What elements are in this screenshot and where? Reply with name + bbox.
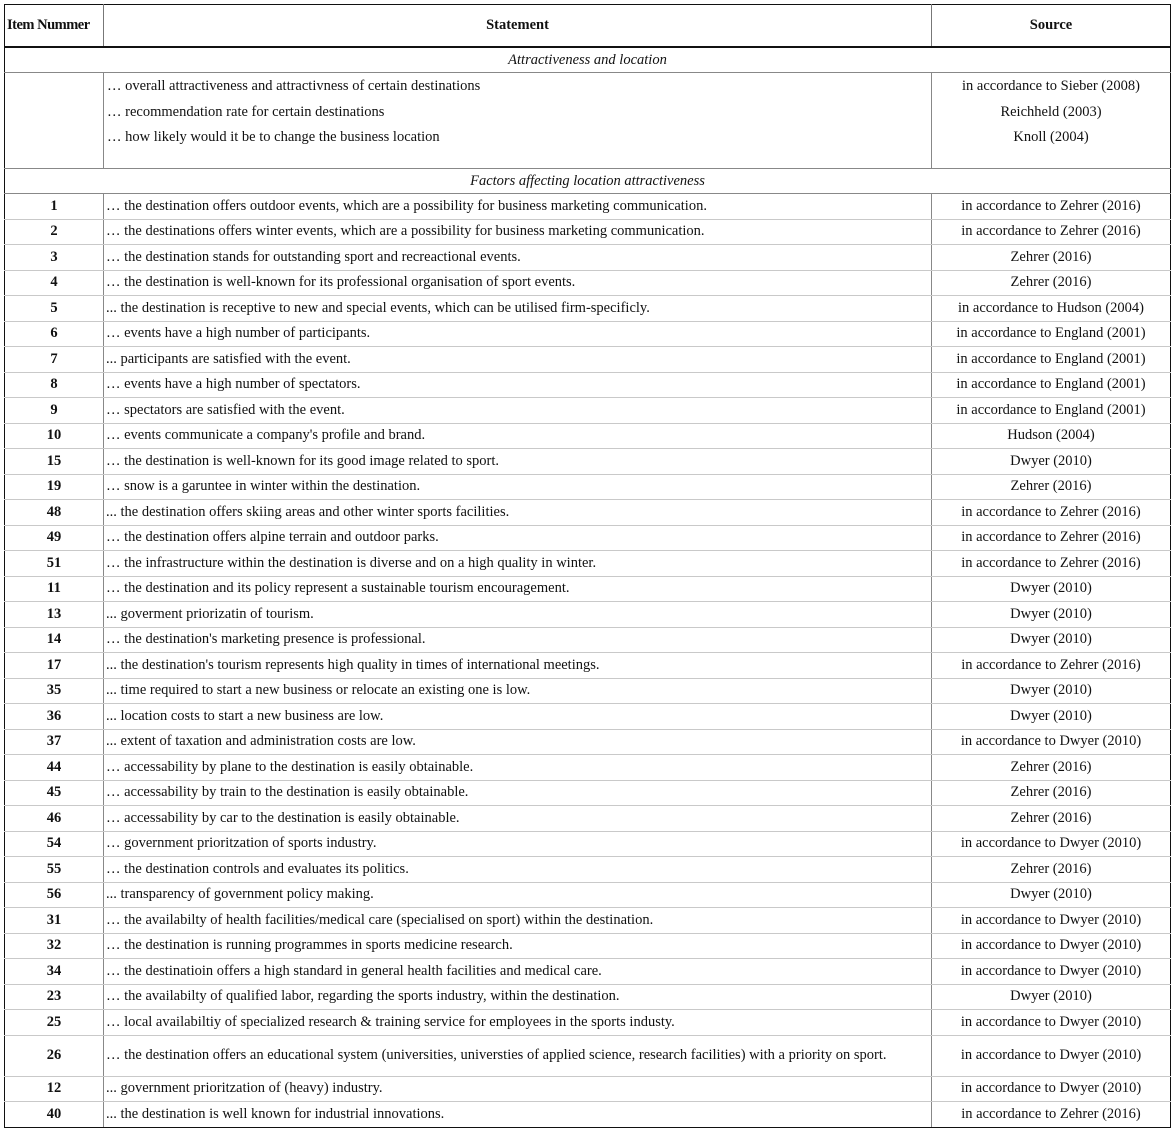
table-row — [5, 551, 1171, 577]
item-number: 17 — [5, 653, 104, 679]
item-number: 9 — [5, 398, 104, 424]
item-number: 14 — [5, 627, 104, 653]
table-row — [5, 933, 1171, 959]
source-text: in accordance to Sieber (2008) — [962, 78, 1140, 94]
item-number: 5 — [5, 296, 104, 322]
statement-text: … events have a high number of spectators. — [104, 372, 932, 398]
item-number: 36 — [5, 704, 104, 730]
statement-text: ... location costs to start a new business are low. — [104, 704, 932, 730]
source-text: Dwyer (2010) — [932, 576, 1171, 602]
statement-text: … the destination offers an educational system (universities, universties of applied science, research facilities) with a priority on sport. — [104, 1035, 932, 1076]
table-row — [5, 500, 1171, 526]
statement-text: … snow is a garuntee in winter within the destination. — [104, 474, 932, 500]
statement-text: … the destination stands for outstanding sport and recreactional events. — [104, 245, 932, 271]
statement-text: … government prioritzation of sports industry. — [104, 831, 932, 857]
item-number: 51 — [5, 551, 104, 577]
statement-text: … accessability by plane to the destination is easily obtainable. — [104, 755, 932, 781]
source-text: Dwyer (2010) — [932, 602, 1171, 628]
source-text: in accordance to England (2001) — [932, 372, 1171, 398]
table-row — [5, 219, 1171, 245]
statement-text: … events have a high number of participants. — [104, 321, 932, 347]
statement-text: ... extent of taxation and administration costs are low. — [104, 729, 932, 755]
items-table — [4, 4, 1171, 1128]
item-number: 3 — [5, 245, 104, 271]
table-header — [5, 5, 1171, 48]
statement-text: … the destination and its policy represent a sustainable tourism encouragement. — [104, 576, 932, 602]
table-row — [5, 704, 1171, 730]
table-row — [5, 1102, 1171, 1128]
source-text: in accordance to Zehrer (2016) — [932, 551, 1171, 577]
table-row — [5, 525, 1171, 551]
source-text: Dwyer (2010) — [932, 704, 1171, 730]
source-text: in accordance to Dwyer (2010) — [932, 1076, 1171, 1102]
source-text: Hudson (2004) — [932, 423, 1171, 449]
source-text: in accordance to Dwyer (2010) — [932, 933, 1171, 959]
source-text: Zehrer (2016) — [932, 270, 1171, 296]
item-number: 2 — [5, 219, 104, 245]
statement-text: ... the destination is receptive to new and special events, which can be utilised firm-specificly. — [104, 296, 932, 322]
item-number: 45 — [5, 780, 104, 806]
table-row — [5, 729, 1171, 755]
statement-text: … overall attractiveness and attractivness of certain destinations — [107, 78, 481, 94]
item-number: 49 — [5, 525, 104, 551]
source-text: Knoll (2004) — [1013, 129, 1089, 145]
source-text: in accordance to Zehrer (2016) — [932, 194, 1171, 220]
section-title-factors: Factors affecting location attractiveness — [5, 169, 1171, 194]
item-number: 10 — [5, 423, 104, 449]
table-row — [5, 245, 1171, 271]
source-text: in accordance to Zehrer (2016) — [932, 500, 1171, 526]
source-text: in accordance to Zehrer (2016) — [932, 653, 1171, 679]
statement-text: … the destination's marketing presence is professional. — [104, 627, 932, 653]
table-row — [5, 576, 1171, 602]
item-number: 25 — [5, 1010, 104, 1036]
table-row — [5, 449, 1171, 475]
header-source: Source — [932, 5, 1171, 48]
item-number: 26 — [5, 1035, 104, 1076]
source-text: in accordance to Dwyer (2010) — [932, 1010, 1171, 1036]
statement-text: ... government prioritzation of (heavy) industry. — [104, 1076, 932, 1102]
item-number: 54 — [5, 831, 104, 857]
item-number: 56 — [5, 882, 104, 908]
table-row — [5, 423, 1171, 449]
table-row — [5, 678, 1171, 704]
statement-text: … the destinatioin offers a high standard in general health facilities and medical care. — [104, 959, 932, 985]
statement-text: … recommendation rate for certain destinations — [107, 103, 385, 120]
statement-text: ... the destination is well known for industrial innovations. — [104, 1102, 932, 1128]
table-row — [5, 1035, 1171, 1076]
table-row — [5, 780, 1171, 806]
header-item-number: Item Nummer — [5, 5, 104, 48]
statement-text: … the infrastructure within the destination is diverse and on a high quality in winter. — [104, 551, 932, 577]
statement-text: … local availabiltiy of specialized research & training service for employees in the sports industy. — [104, 1010, 932, 1036]
item-number: 15 — [5, 449, 104, 475]
item-number: 4 — [5, 270, 104, 296]
source-text: Zehrer (2016) — [932, 474, 1171, 500]
item-number: 13 — [5, 602, 104, 628]
source-text: in accordance to Hudson (2004) — [932, 296, 1171, 322]
table-row — [5, 602, 1171, 628]
source-text: Dwyer (2010) — [932, 627, 1171, 653]
source-text: Zehrer (2016) — [932, 857, 1171, 883]
item-number: 40 — [5, 1102, 104, 1128]
table-row — [5, 321, 1171, 347]
table-row — [5, 270, 1171, 296]
source-text: Zehrer (2016) — [932, 780, 1171, 806]
table-row — [5, 831, 1171, 857]
table-row — [5, 653, 1171, 679]
statement-text: ... goverment priorizatin of tourism. — [104, 602, 932, 628]
table-row — [5, 1010, 1171, 1036]
header-statement: Statement — [104, 5, 932, 48]
statement-text: … the destination is running programmes in sports medicine research. — [104, 933, 932, 959]
table-row — [5, 372, 1171, 398]
item-number: 31 — [5, 908, 104, 934]
statement-text: … accessability by train to the destination is easily obtainable. — [104, 780, 932, 806]
source-text: Dwyer (2010) — [932, 984, 1171, 1010]
source-text: Dwyer (2010) — [932, 678, 1171, 704]
item-number: 6 — [5, 321, 104, 347]
statement-text: … how likely would it be to change the business location — [107, 129, 440, 145]
section-title-attractiveness: Attractiveness and location — [5, 47, 1171, 73]
statement-text: … the destination offers alpine terrain and outdoor parks. — [104, 525, 932, 551]
source-text: in accordance to Dwyer (2010) — [932, 831, 1171, 857]
source-text: in accordance to Dwyer (2010) — [932, 1035, 1171, 1076]
table-row — [5, 857, 1171, 883]
item-number: 35 — [5, 678, 104, 704]
attractiveness-block — [5, 73, 1171, 169]
table-row — [5, 398, 1171, 424]
statement-text: … spectators are satisfied with the event. — [104, 398, 932, 424]
item-number: 1 — [5, 194, 104, 220]
statement-text: ... transparency of government policy making. — [104, 882, 932, 908]
item-number: 34 — [5, 959, 104, 985]
table-row — [5, 296, 1171, 322]
statement-text: ... the destination offers skiing areas and other winter sports facilities. — [104, 500, 932, 526]
item-number: 32 — [5, 933, 104, 959]
table-row — [5, 882, 1171, 908]
source-text: in accordance to England (2001) — [932, 347, 1171, 373]
source-text: in accordance to England (2001) — [932, 321, 1171, 347]
item-number: 19 — [5, 474, 104, 500]
statement-text: ... the destination's tourism represents high quality in times of international meetings. — [104, 653, 932, 679]
table-row — [5, 1076, 1171, 1102]
table-row — [5, 959, 1171, 985]
item-number: 7 — [5, 347, 104, 373]
source-text: Dwyer (2010) — [932, 449, 1171, 475]
source-text: Zehrer (2016) — [932, 806, 1171, 832]
table-row — [5, 347, 1171, 373]
item-number: 37 — [5, 729, 104, 755]
statement-text: … the destination offers outdoor events, which are a possibility for business marketing communication. — [104, 194, 932, 220]
table-row — [5, 806, 1171, 832]
table-row — [5, 984, 1171, 1010]
statement-text: … the destinations offers winter events, which are a possibility for business marketing communication. — [104, 219, 932, 245]
statement-text: … the availabilty of health facilities/medical care (specialised on sport) within the destination. — [104, 908, 932, 934]
source-text: in accordance to Dwyer (2010) — [932, 908, 1171, 934]
statement-text: ... time required to start a new business or relocate an existing one is low. — [104, 678, 932, 704]
source-text: Zehrer (2016) — [932, 755, 1171, 781]
statement-text: … the availabilty of qualified labor, regarding the sports industry, within the destination. — [104, 984, 932, 1010]
source-text: in accordance to Zehrer (2016) — [932, 1102, 1171, 1128]
item-number: 23 — [5, 984, 104, 1010]
attractiveness-sources — [932, 73, 1171, 169]
source-text: Dwyer (2010) — [932, 882, 1171, 908]
statement-text: … the destination is well-known for its professional organisation of sport events. — [104, 270, 932, 296]
source-text: Reichheld (2003) — [1000, 103, 1102, 120]
source-text: in accordance to Zehrer (2016) — [932, 219, 1171, 245]
item-number: 11 — [5, 576, 104, 602]
source-text: in accordance to England (2001) — [932, 398, 1171, 424]
statement-text: … the destination is well-known for its good image related to sport. — [104, 449, 932, 475]
document — [4, 4, 1170, 1128]
source-text: in accordance to Dwyer (2010) — [932, 729, 1171, 755]
source-text: in accordance to Zehrer (2016) — [932, 525, 1171, 551]
source-text: in accordance to Dwyer (2010) — [932, 959, 1171, 985]
table-row — [5, 474, 1171, 500]
statement-text: … accessability by car to the destination is easily obtainable. — [104, 806, 932, 832]
item-number: 12 — [5, 1076, 104, 1102]
attractiveness-statements — [104, 73, 932, 169]
table-row — [5, 627, 1171, 653]
item-number: 8 — [5, 372, 104, 398]
statement-text: ... participants are satisfied with the event. — [104, 347, 932, 373]
table-row — [5, 755, 1171, 781]
table-row — [5, 194, 1171, 220]
attractiveness-num-cell — [5, 73, 104, 169]
source-text: Zehrer (2016) — [932, 245, 1171, 271]
statement-text: … the destination controls and evaluates its politics. — [104, 857, 932, 883]
item-number: 48 — [5, 500, 104, 526]
item-number: 55 — [5, 857, 104, 883]
table-row — [5, 908, 1171, 934]
item-number: 44 — [5, 755, 104, 781]
statement-text: … events communicate a company's profile and brand. — [104, 423, 932, 449]
item-number: 46 — [5, 806, 104, 832]
